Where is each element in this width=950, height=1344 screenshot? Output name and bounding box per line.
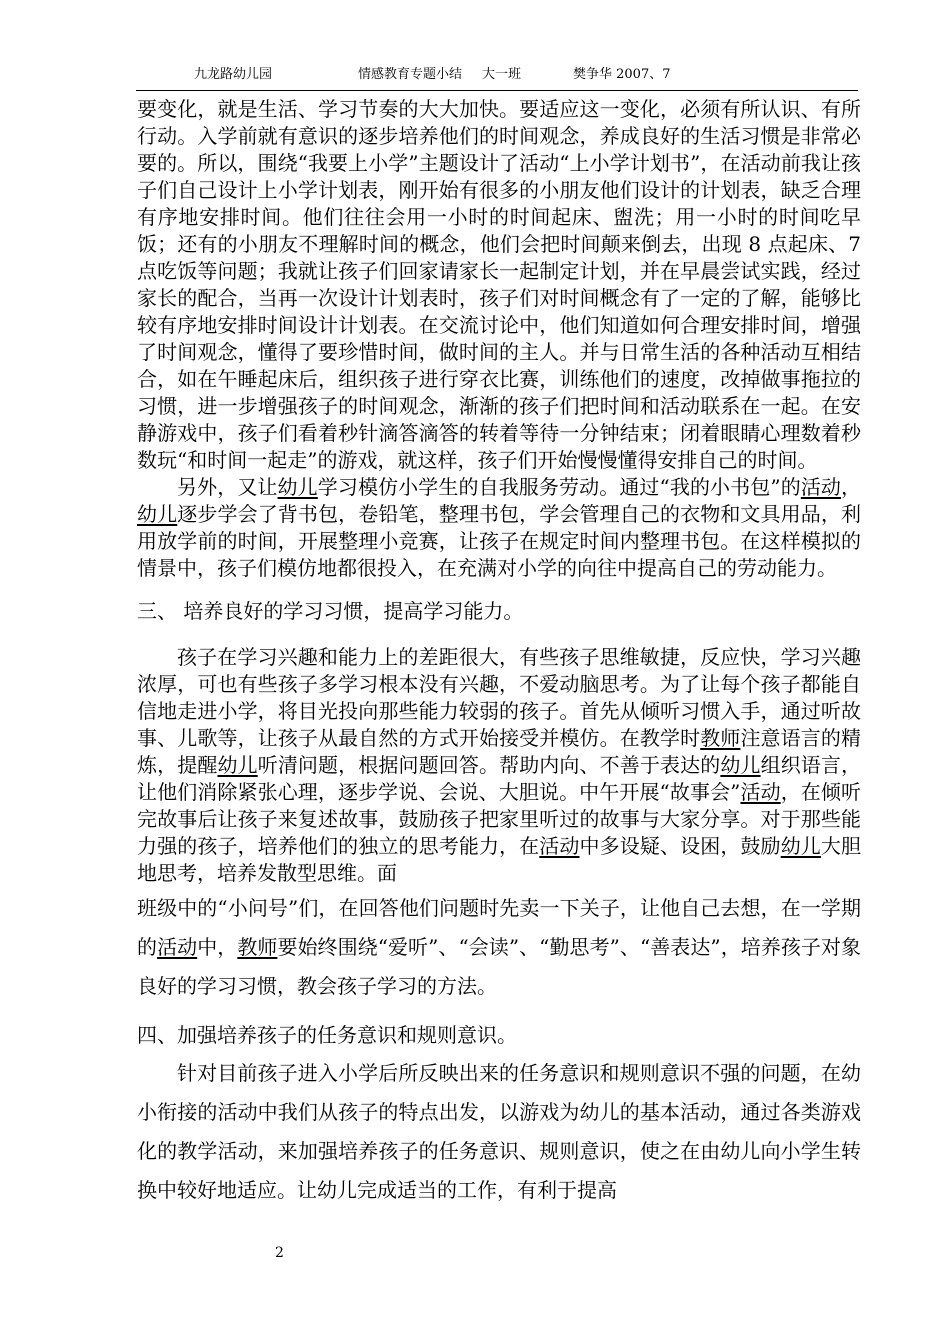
- document-body: [137, 96, 861, 1210]
- section-heading-3: 三、 培养良好的学习习惯，提高学习能力。: [137, 599, 524, 623]
- link-text: 活动: [800, 475, 842, 499]
- page-header: [136, 64, 858, 91]
- header-title: 情感教育专题小结: [358, 67, 463, 82]
- link-text: 幼儿: [137, 502, 178, 526]
- link-text: 活动: [740, 780, 781, 804]
- paragraph-time-concept: 要变化，就是生活、学习节奏的大大加快。要适应这一变化，必须有所认识、有所行动。入学前就有意识的逐步培养他们的时间观念，养成良好的生活习惯是非常必要的。所以，围绕“我要上小学”主题设计了活动“上小学计划书”，在活动前我让孩子们自己设计上小学计划表，刚开始有很多的小朋友他们设计的计划表，缺乏合理有序地安排时间。他们往往会用一小时的时间起床、盥洗；用一小时的时间吃早饭；还有的小朋友不理解时间的概念，他们会把时间颠来倒去，出现 8 点起床、7 点吃饭等问题；我就让孩子们回家请家长一起制定计划，并在早晨尝试实践，经过家长的配合，当再一次设计计划表时，孩子们对时间概念有了一定的了解，能够比较有序地安排时间设计计划表。在交流讨论中，他们知道如何合理安排时间，增强了时间观念，懂得了要珍惜时间，做时间的主人。并与日常生活的各种活动互相结合，如在午睡起床后，组织孩子进行穿衣比赛，训练他们的速度，改掉做事拖拉的习惯，进一步增强孩子的时间观念，渐渐的孩子们把时间和活动联系在一起。在安静游戏中，孩子们看着秒针滴答滴答的转着等待一分钟结束；闭着眼睛心理数着秒数玩“和时间一起走”的游戏，就这样，孩子们开始慢慢懂得安排自己的时间。: [137, 97, 861, 472]
- header-class: 大一班: [482, 67, 522, 82]
- paragraph-task-awareness: 针对目前孩子进入小学后所反映出来的任务意识和规则意识不强的问题，在幼小衔接的活动中我们从孩子的特点出发，以游戏为幼儿的基本活动，通过各类游戏化的教学活动，来加强培养孩子的任务意识、规则意识，使之在由幼儿向小学生转换中较好地适应。让幼儿完成适当的工作，有利于提高: [137, 1061, 861, 1202]
- link-text: 活动: [539, 834, 580, 858]
- section-heading-4: 四、加强培养孩子的任务意识和规则意识。: [137, 1023, 517, 1047]
- paragraph-self-service: 另外，又让幼儿学习模仿小学生的自我服务劳动。通过“我的小书包”的活动，幼儿逐步学会了背书包，卷铅笔，整理书包，学会管理自己的衣物和文具用品，利用放学前的时间，开展整理小竞赛，让孩子在规定时间内整理书包。在这样模拟的情景中，孩子们模仿地都很投入，在充满对小学的向往中提高自己的劳动能力。: [137, 475, 862, 580]
- page-number: 2: [275, 1245, 284, 1261]
- header-school: 九龙路幼儿园: [194, 67, 273, 82]
- header-author-date: 樊争华 2007、7: [573, 67, 671, 82]
- link-text: 教师: [700, 726, 741, 750]
- link-text: 幼儿: [217, 753, 258, 777]
- link-text: 幼儿: [277, 475, 318, 499]
- link-text: 幼儿: [780, 834, 821, 858]
- link-text: 活动: [157, 935, 198, 959]
- link-text: 幼儿: [720, 753, 761, 777]
- paragraph-learning-habits: 孩子在学习兴趣和能力上的差距很大，有些孩子思维敏捷，反应快，学习兴趣浓厚，可也有些孩子多学习根本没有兴趣，不爱动脑思考。为了让每个孩子都能自信地走进小学，将目光投向那些能力较弱的孩子。首先从倾听习惯入手，通过听故事、儿歌等，让孩子从最自然的方式开始接受并模仿。在教学时教师注意语言的精炼，提醒幼儿听清问题，根据问题回答。帮助内向、不善于表达的幼儿组织语言，让他们消除紧张心理，逐步学说、会说、大胆说。中午开展“故事会”活动，在倾听完故事后让孩子来复述故事，鼓励孩子把家里听过的故事与大家分享。对于那些能力强的孩子，培养他们的独立的思考能力，在活动中多设疑、设困，鼓励幼儿大胆地思考，培养发散型思维。面: [137, 645, 862, 885]
- link-text: 教师: [237, 935, 278, 959]
- paragraph-learning-habits-cont: 班级中的“小问号”们，在回答他们问题时先卖一下关子，让他自己去想，在一学期的活动中，教师要始终围绕“爱听”、“会读”、“勤思考”、“善表达”，培养孩子对象良好的学习习惯，教会孩子学习的方法。: [137, 896, 862, 998]
